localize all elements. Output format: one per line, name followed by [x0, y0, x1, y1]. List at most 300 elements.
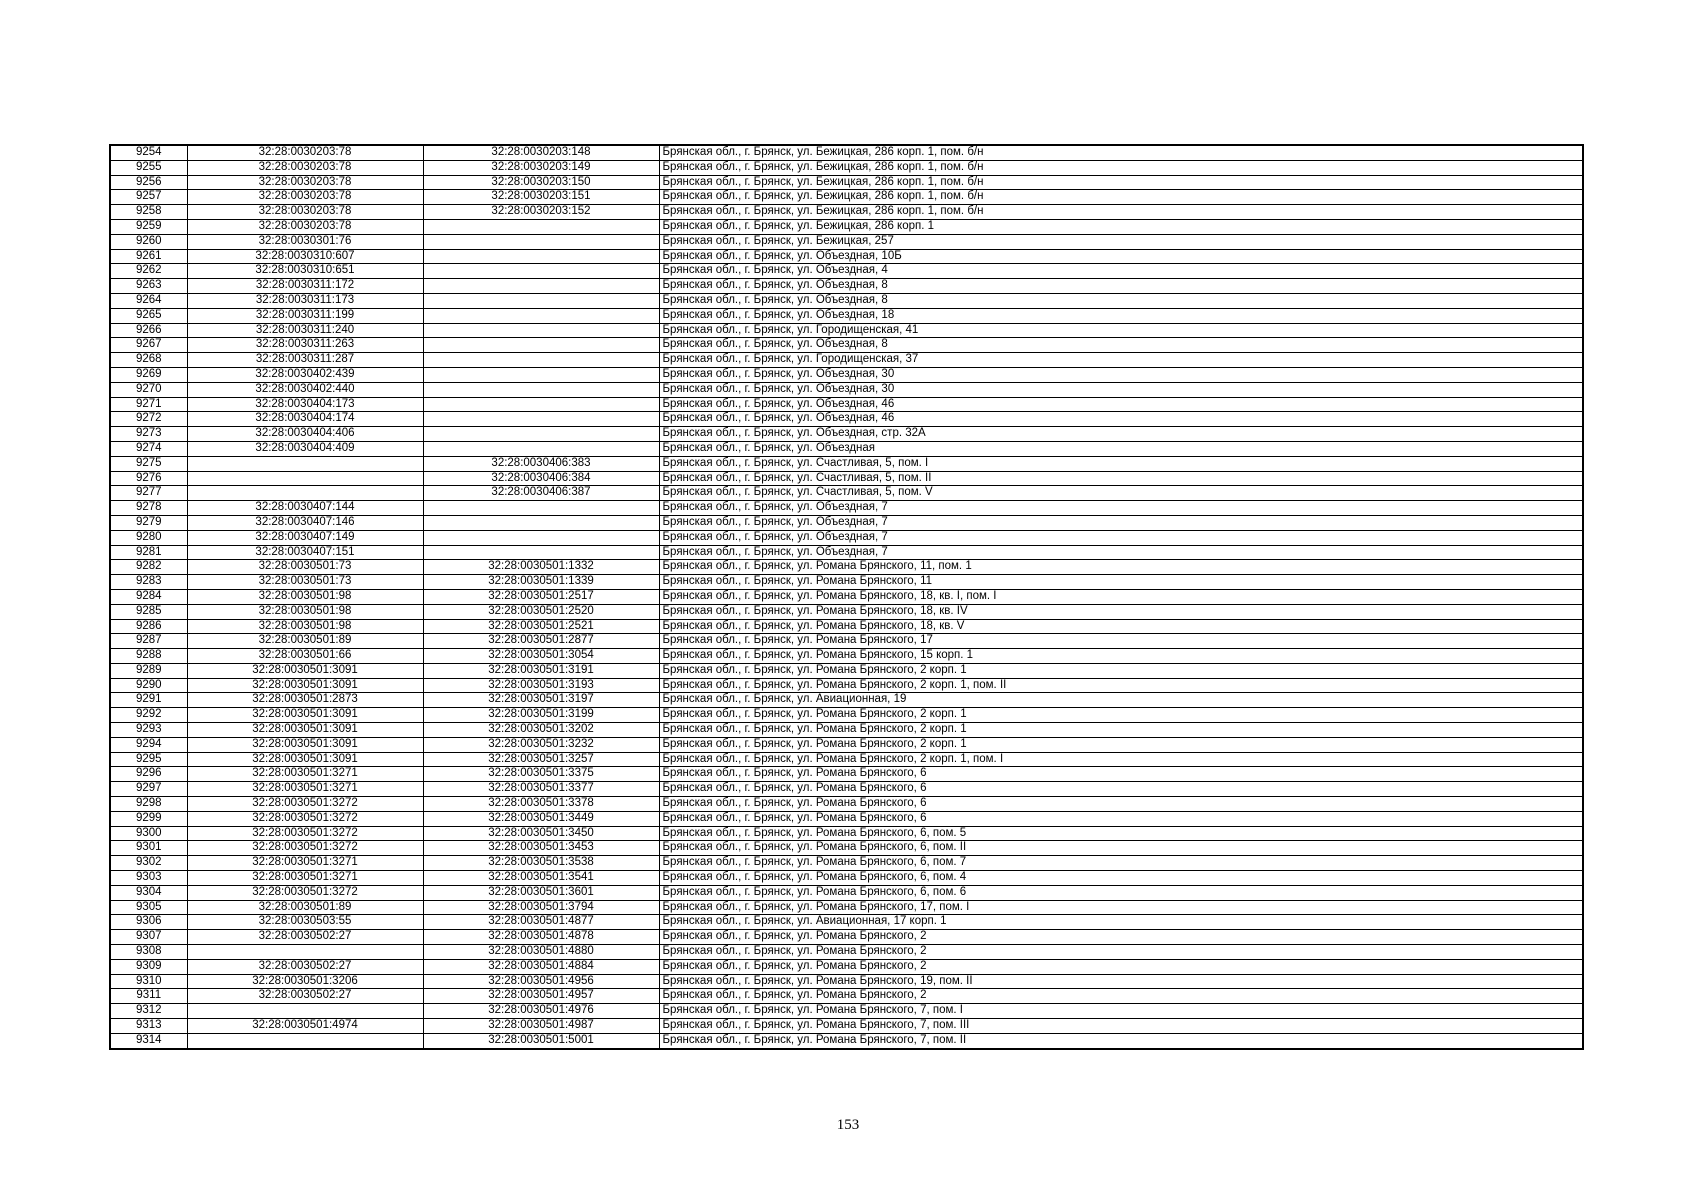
parcel-cadastral-number-cell: 32:28:0030311:263 — [187, 338, 423, 353]
address-cell: Брянская обл., г. Брянск, ул. Счастливая, 5, пом. I — [659, 456, 1583, 471]
table-row — [110, 441, 1583, 456]
row-number-cell: 9292 — [110, 708, 187, 723]
address-cell: Брянская обл., г. Брянск, ул. Бежицкая, 286 корп. 1, пом. б/н — [659, 190, 1583, 205]
table-row — [110, 560, 1583, 575]
address-cell: Брянская обл., г. Брянск, ул. Романа Брянского, 19, пом. II — [659, 974, 1583, 989]
object-cadastral-number-cell — [423, 338, 659, 353]
table-row — [110, 353, 1583, 368]
row-number-cell: 9301 — [110, 841, 187, 856]
address-cell: Брянская обл., г. Брянск, ул. Романа Брянского, 2 — [659, 959, 1583, 974]
address-cell: Брянская обл., г. Брянск, ул. Объездная, 46 — [659, 397, 1583, 412]
parcel-cadastral-number-cell: 32:28:0030502:27 — [187, 959, 423, 974]
table-row — [110, 219, 1583, 234]
parcel-cadastral-number-cell: 32:28:0030501:3271 — [187, 767, 423, 782]
table-row — [110, 915, 1583, 930]
parcel-cadastral-number-cell: 32:28:0030404:173 — [187, 397, 423, 412]
table-row — [110, 1019, 1583, 1034]
object-cadastral-number-cell — [423, 412, 659, 427]
address-cell: Брянская обл., г. Брянск, ул. Объездная, 30 — [659, 382, 1583, 397]
parcel-cadastral-number-cell — [187, 486, 423, 501]
object-cadastral-number-cell — [423, 293, 659, 308]
address-cell: Брянская обл., г. Брянск, ул. Объездная, 46 — [659, 412, 1583, 427]
object-cadastral-number-cell — [423, 382, 659, 397]
parcel-cadastral-number-cell: 32:28:0030203:78 — [187, 145, 423, 160]
table-row — [110, 382, 1583, 397]
object-cadastral-number-cell: 32:28:0030501:3197 — [423, 693, 659, 708]
table-row — [110, 589, 1583, 604]
page-number: 153 — [836, 1117, 860, 1133]
address-cell: Брянская обл., г. Брянск, ул. Романа Брянского, 18, кв. I, пом. I — [659, 589, 1583, 604]
object-cadastral-number-cell — [423, 323, 659, 338]
address-cell: Брянская обл., г. Брянск, ул. Объездная, 30 — [659, 367, 1583, 382]
parcel-cadastral-number-cell: 32:28:0030501:3272 — [187, 797, 423, 812]
row-number-cell: 9266 — [110, 323, 187, 338]
address-cell: Брянская обл., г. Брянск, ул. Романа Брянского, 6 — [659, 782, 1583, 797]
address-cell: Брянская обл., г. Брянск, ул. Объездная — [659, 441, 1583, 456]
address-cell: Брянская обл., г. Брянск, ул. Романа Брянского, 2 корп. 1 — [659, 708, 1583, 723]
table-row — [110, 486, 1583, 501]
parcel-cadastral-number-cell: 32:28:0030502:27 — [187, 989, 423, 1004]
address-cell: Брянская обл., г. Брянск, ул. Романа Брянского, 2 корп. 1, пом. II — [659, 678, 1583, 693]
table-row — [110, 871, 1583, 886]
parcel-cadastral-number-cell: 32:28:0030501:3271 — [187, 856, 423, 871]
table-row — [110, 782, 1583, 797]
table-row — [110, 501, 1583, 516]
parcel-cadastral-number-cell: 32:28:0030203:78 — [187, 219, 423, 234]
object-cadastral-number-cell: 32:28:0030501:2517 — [423, 589, 659, 604]
parcel-cadastral-number-cell: 32:28:0030501:3091 — [187, 723, 423, 738]
row-number-cell: 9281 — [110, 545, 187, 560]
parcel-cadastral-number-cell: 32:28:0030407:146 — [187, 515, 423, 530]
parcel-cadastral-number-cell: 32:28:0030404:174 — [187, 412, 423, 427]
object-cadastral-number-cell: 32:28:0030406:387 — [423, 486, 659, 501]
row-number-cell: 9293 — [110, 723, 187, 738]
object-cadastral-number-cell — [423, 219, 659, 234]
parcel-cadastral-number-cell — [187, 471, 423, 486]
table-row — [110, 234, 1583, 249]
row-number-cell: 9263 — [110, 279, 187, 294]
object-cadastral-number-cell: 32:28:0030501:3191 — [423, 663, 659, 678]
object-cadastral-number-cell: 32:28:0030501:1332 — [423, 560, 659, 575]
object-cadastral-number-cell: 32:28:0030501:3378 — [423, 797, 659, 812]
parcel-cadastral-number-cell: 32:28:0030311:173 — [187, 293, 423, 308]
row-number-cell: 9299 — [110, 811, 187, 826]
parcel-cadastral-number-cell: 32:28:0030501:3272 — [187, 811, 423, 826]
object-cadastral-number-cell: 32:28:0030501:4987 — [423, 1019, 659, 1034]
object-cadastral-number-cell — [423, 249, 659, 264]
object-cadastral-number-cell — [423, 234, 659, 249]
parcel-cadastral-number-cell: 32:28:0030310:607 — [187, 249, 423, 264]
parcel-cadastral-number-cell: 32:28:0030501:73 — [187, 560, 423, 575]
object-cadastral-number-cell: 32:28:0030501:3538 — [423, 856, 659, 871]
object-cadastral-number-cell — [423, 264, 659, 279]
object-cadastral-number-cell — [423, 530, 659, 545]
row-number-cell: 9269 — [110, 367, 187, 382]
object-cadastral-number-cell: 32:28:0030501:5001 — [423, 1033, 659, 1048]
table-row — [110, 190, 1583, 205]
parcel-cadastral-number-cell: 32:28:0030203:78 — [187, 190, 423, 205]
address-cell: Брянская обл., г. Брянск, ул. Романа Брянского, 11, пом. 1 — [659, 560, 1583, 575]
table-row — [110, 767, 1583, 782]
address-cell: Брянская обл., г. Брянск, ул. Объездная, 7 — [659, 545, 1583, 560]
object-cadastral-number-cell: 32:28:0030501:3257 — [423, 752, 659, 767]
table-row — [110, 575, 1583, 590]
row-number-cell: 9309 — [110, 959, 187, 974]
object-cadastral-number-cell: 32:28:0030501:3541 — [423, 871, 659, 886]
parcel-cadastral-number-cell: 32:28:0030310:651 — [187, 264, 423, 279]
address-cell: Брянская обл., г. Брянск, ул. Романа Брянского, 6, пом. 5 — [659, 826, 1583, 841]
row-number-cell: 9255 — [110, 160, 187, 175]
address-cell: Брянская обл., г. Брянск, ул. Романа Брянского, 11 — [659, 575, 1583, 590]
address-cell: Брянская обл., г. Брянск, ул. Романа Брянского, 2 — [659, 945, 1583, 960]
row-number-cell: 9304 — [110, 885, 187, 900]
object-cadastral-number-cell: 32:28:0030501:1339 — [423, 575, 659, 590]
object-cadastral-number-cell: 32:28:0030501:4877 — [423, 915, 659, 930]
address-cell: Брянская обл., г. Брянск, ул. Объездная, 8 — [659, 338, 1583, 353]
object-cadastral-number-cell — [423, 515, 659, 530]
object-cadastral-number-cell: 32:28:0030501:4956 — [423, 974, 659, 989]
address-cell: Брянская обл., г. Брянск, ул. Объездная, стр. 32А — [659, 427, 1583, 442]
table-row — [110, 811, 1583, 826]
table-row — [110, 145, 1583, 160]
parcel-cadastral-number-cell — [187, 456, 423, 471]
table-row — [110, 205, 1583, 220]
table-row — [110, 471, 1583, 486]
row-number-cell: 9313 — [110, 1019, 187, 1034]
row-number-cell: 9286 — [110, 619, 187, 634]
row-number-cell: 9303 — [110, 871, 187, 886]
object-cadastral-number-cell: 32:28:0030501:4976 — [423, 1004, 659, 1019]
parcel-cadastral-number-cell: 32:28:0030501:4974 — [187, 1019, 423, 1034]
object-cadastral-number-cell: 32:28:0030203:151 — [423, 190, 659, 205]
address-cell: Брянская обл., г. Брянск, ул. Романа Брянского, 6, пом. 6 — [659, 885, 1583, 900]
parcel-cadastral-number-cell — [187, 1033, 423, 1048]
parcel-cadastral-number-cell: 32:28:0030501:73 — [187, 575, 423, 590]
address-cell: Брянская обл., г. Брянск, ул. Авиационная, 17 корп. 1 — [659, 915, 1583, 930]
table-row — [110, 649, 1583, 664]
row-number-cell: 9258 — [110, 205, 187, 220]
object-cadastral-number-cell: 32:28:0030501:2521 — [423, 619, 659, 634]
address-cell: Брянская обл., г. Брянск, ул. Романа Брянского, 7, пом. II — [659, 1033, 1583, 1048]
object-cadastral-number-cell: 32:28:0030501:3453 — [423, 841, 659, 856]
row-number-cell: 9276 — [110, 471, 187, 486]
row-number-cell: 9268 — [110, 353, 187, 368]
row-number-cell: 9271 — [110, 397, 187, 412]
object-cadastral-number-cell: 32:28:0030406:383 — [423, 456, 659, 471]
object-cadastral-number-cell — [423, 501, 659, 516]
table-row — [110, 841, 1583, 856]
row-number-cell: 9298 — [110, 797, 187, 812]
object-cadastral-number-cell: 32:28:0030501:3232 — [423, 737, 659, 752]
table-row — [110, 515, 1583, 530]
table-row — [110, 930, 1583, 945]
address-cell: Брянская обл., г. Брянск, ул. Объездная, 8 — [659, 293, 1583, 308]
object-cadastral-number-cell — [423, 441, 659, 456]
parcel-cadastral-number-cell: 32:28:0030311:199 — [187, 308, 423, 323]
row-number-cell: 9283 — [110, 575, 187, 590]
address-cell: Брянская обл., г. Брянск, ул. Бежицкая, 257 — [659, 234, 1583, 249]
object-cadastral-number-cell: 32:28:0030203:152 — [423, 205, 659, 220]
row-number-cell: 9285 — [110, 604, 187, 619]
table-row — [110, 456, 1583, 471]
table-row — [110, 678, 1583, 693]
table-row — [110, 1033, 1583, 1048]
object-cadastral-number-cell: 32:28:0030501:4878 — [423, 930, 659, 945]
table-row — [110, 308, 1583, 323]
parcel-cadastral-number-cell: 32:28:0030501:2873 — [187, 693, 423, 708]
row-number-cell: 9288 — [110, 649, 187, 664]
address-cell: Брянская обл., г. Брянск, ул. Романа Брянского, 2 корп. 1 — [659, 723, 1583, 738]
address-cell: Брянская обл., г. Брянск, ул. Романа Брянского, 15 корп. 1 — [659, 649, 1583, 664]
row-number-cell: 9307 — [110, 930, 187, 945]
address-cell: Брянская обл., г. Брянск, ул. Бежицкая, 286 корп. 1, пом. б/н — [659, 160, 1583, 175]
row-number-cell: 9272 — [110, 412, 187, 427]
table-row — [110, 752, 1583, 767]
object-cadastral-number-cell: 32:28:0030501:3054 — [423, 649, 659, 664]
row-number-cell: 9300 — [110, 826, 187, 841]
row-number-cell: 9290 — [110, 678, 187, 693]
parcel-cadastral-number-cell: 32:28:0030407:149 — [187, 530, 423, 545]
object-cadastral-number-cell — [423, 353, 659, 368]
address-cell: Брянская обл., г. Брянск, ул. Романа Брянского, 17, пом. I — [659, 900, 1583, 915]
address-cell: Брянская обл., г. Брянск, ул. Объездная, 18 — [659, 308, 1583, 323]
address-cell: Брянская обл., г. Брянск, ул. Романа Брянского, 7, пом. I — [659, 1004, 1583, 1019]
table-row — [110, 619, 1583, 634]
table-row — [110, 989, 1583, 1004]
table-row — [110, 545, 1583, 560]
parcel-cadastral-number-cell: 32:28:0030407:151 — [187, 545, 423, 560]
row-number-cell: 9312 — [110, 1004, 187, 1019]
registry-table — [109, 144, 1584, 1050]
table-row — [110, 723, 1583, 738]
object-cadastral-number-cell: 32:28:0030501:3449 — [423, 811, 659, 826]
parcel-cadastral-number-cell: 32:28:0030501:3091 — [187, 737, 423, 752]
object-cadastral-number-cell: 32:28:0030501:3375 — [423, 767, 659, 782]
table-row — [110, 900, 1583, 915]
object-cadastral-number-cell: 32:28:0030501:4957 — [423, 989, 659, 1004]
row-number-cell: 9294 — [110, 737, 187, 752]
row-number-cell: 9270 — [110, 382, 187, 397]
row-number-cell: 9311 — [110, 989, 187, 1004]
row-number-cell: 9278 — [110, 501, 187, 516]
table-row — [110, 160, 1583, 175]
parcel-cadastral-number-cell: 32:28:0030501:98 — [187, 604, 423, 619]
address-cell: Брянская обл., г. Брянск, ул. Городищенская, 41 — [659, 323, 1583, 338]
address-cell: Брянская обл., г. Брянск, ул. Счастливая, 5, пом. II — [659, 471, 1583, 486]
row-number-cell: 9306 — [110, 915, 187, 930]
parcel-cadastral-number-cell: 32:28:0030404:406 — [187, 427, 423, 442]
parcel-cadastral-number-cell: 32:28:0030501:3271 — [187, 871, 423, 886]
row-number-cell: 9264 — [110, 293, 187, 308]
table-row — [110, 530, 1583, 545]
address-cell: Брянская обл., г. Брянск, ул. Романа Брянского, 6, пом. 7 — [659, 856, 1583, 871]
address-cell: Брянская обл., г. Брянск, ул. Объездная, 7 — [659, 515, 1583, 530]
parcel-cadastral-number-cell: 32:28:0030501:89 — [187, 634, 423, 649]
address-cell: Брянская обл., г. Брянск, ул. Счастливая, 5, пом. V — [659, 486, 1583, 501]
row-number-cell: 9254 — [110, 145, 187, 160]
address-cell: Брянская обл., г. Брянск, ул. Романа Брянского, 7, пом. III — [659, 1019, 1583, 1034]
object-cadastral-number-cell: 32:28:0030501:2877 — [423, 634, 659, 649]
address-cell: Брянская обл., г. Брянск, ул. Объездная, 10Б — [659, 249, 1583, 264]
parcel-cadastral-number-cell: 32:28:0030501:3271 — [187, 782, 423, 797]
address-cell: Брянская обл., г. Брянск, ул. Романа Брянского, 6 — [659, 797, 1583, 812]
parcel-cadastral-number-cell: 32:28:0030501:3091 — [187, 752, 423, 767]
parcel-cadastral-number-cell: 32:28:0030311:240 — [187, 323, 423, 338]
parcel-cadastral-number-cell — [187, 1004, 423, 1019]
row-number-cell: 9282 — [110, 560, 187, 575]
object-cadastral-number-cell — [423, 367, 659, 382]
table-row — [110, 604, 1583, 619]
row-number-cell: 9314 — [110, 1033, 187, 1048]
object-cadastral-number-cell — [423, 427, 659, 442]
parcel-cadastral-number-cell: 32:28:0030501:66 — [187, 649, 423, 664]
address-cell: Брянская обл., г. Брянск, ул. Бежицкая, 286 корп. 1 — [659, 219, 1583, 234]
table-row — [110, 367, 1583, 382]
table-row — [110, 663, 1583, 678]
parcel-cadastral-number-cell: 32:28:0030203:78 — [187, 205, 423, 220]
table-row — [110, 293, 1583, 308]
parcel-cadastral-number-cell: 32:28:0030407:144 — [187, 501, 423, 516]
table-row — [110, 826, 1583, 841]
row-number-cell: 9277 — [110, 486, 187, 501]
address-cell: Брянская обл., г. Брянск, ул. Романа Брянского, 18, кв. IV — [659, 604, 1583, 619]
parcel-cadastral-number-cell: 32:28:0030501:3091 — [187, 708, 423, 723]
table-row — [110, 323, 1583, 338]
parcel-cadastral-number-cell: 32:28:0030203:78 — [187, 175, 423, 190]
parcel-cadastral-number-cell: 32:28:0030311:172 — [187, 279, 423, 294]
table-row — [110, 279, 1583, 294]
table-row — [110, 397, 1583, 412]
table-row — [110, 175, 1583, 190]
address-cell: Брянская обл., г. Брянск, ул. Романа Брянского, 2 — [659, 989, 1583, 1004]
address-cell: Брянская обл., г. Брянск, ул. Романа Брянского, 6 — [659, 811, 1583, 826]
table-row — [110, 634, 1583, 649]
row-number-cell: 9296 — [110, 767, 187, 782]
parcel-cadastral-number-cell: 32:28:0030402:439 — [187, 367, 423, 382]
object-cadastral-number-cell: 32:28:0030501:3193 — [423, 678, 659, 693]
row-number-cell: 9295 — [110, 752, 187, 767]
row-number-cell: 9260 — [110, 234, 187, 249]
table-row — [110, 427, 1583, 442]
object-cadastral-number-cell: 32:28:0030501:3377 — [423, 782, 659, 797]
row-number-cell: 9284 — [110, 589, 187, 604]
row-number-cell: 9259 — [110, 219, 187, 234]
address-cell: Брянская обл., г. Брянск, ул. Городищенская, 37 — [659, 353, 1583, 368]
row-number-cell: 9289 — [110, 663, 187, 678]
table-row — [110, 797, 1583, 812]
parcel-cadastral-number-cell: 32:28:0030301:76 — [187, 234, 423, 249]
table-row — [110, 693, 1583, 708]
address-cell: Брянская обл., г. Брянск, ул. Бежицкая, 286 корп. 1, пом. б/н — [659, 145, 1583, 160]
row-number-cell: 9275 — [110, 456, 187, 471]
row-number-cell: 9287 — [110, 634, 187, 649]
object-cadastral-number-cell: 32:28:0030501:2520 — [423, 604, 659, 619]
row-number-cell: 9308 — [110, 945, 187, 960]
row-number-cell: 9310 — [110, 974, 187, 989]
parcel-cadastral-number-cell: 32:28:0030501:3272 — [187, 885, 423, 900]
table-row — [110, 856, 1583, 871]
object-cadastral-number-cell: 32:28:0030501:3202 — [423, 723, 659, 738]
address-cell: Брянская обл., г. Брянск, ул. Бежицкая, 286 корп. 1, пом. б/н — [659, 175, 1583, 190]
row-number-cell: 9280 — [110, 530, 187, 545]
parcel-cadastral-number-cell: 32:28:0030501:3091 — [187, 678, 423, 693]
parcel-cadastral-number-cell — [187, 945, 423, 960]
row-number-cell: 9273 — [110, 427, 187, 442]
address-cell: Брянская обл., г. Брянск, ул. Объездная, 4 — [659, 264, 1583, 279]
table-row — [110, 708, 1583, 723]
table-row — [110, 264, 1583, 279]
row-number-cell: 9257 — [110, 190, 187, 205]
address-cell: Брянская обл., г. Брянск, ул. Романа Брянского, 2 корп. 1 — [659, 737, 1583, 752]
object-cadastral-number-cell — [423, 308, 659, 323]
row-number-cell: 9274 — [110, 441, 187, 456]
row-number-cell: 9279 — [110, 515, 187, 530]
object-cadastral-number-cell — [423, 279, 659, 294]
address-cell: Брянская обл., г. Брянск, ул. Романа Брянского, 6, пом. II — [659, 841, 1583, 856]
row-number-cell: 9261 — [110, 249, 187, 264]
row-number-cell: 9265 — [110, 308, 187, 323]
parcel-cadastral-number-cell: 32:28:0030311:287 — [187, 353, 423, 368]
address-cell: Брянская обл., г. Брянск, ул. Романа Брянского, 2 корп. 1, пом. I — [659, 752, 1583, 767]
table-row — [110, 1004, 1583, 1019]
parcel-cadastral-number-cell: 32:28:0030402:440 — [187, 382, 423, 397]
object-cadastral-number-cell: 32:28:0030501:3794 — [423, 900, 659, 915]
object-cadastral-number-cell — [423, 397, 659, 412]
object-cadastral-number-cell: 32:28:0030501:3450 — [423, 826, 659, 841]
address-cell: Брянская обл., г. Брянск, ул. Объездная, 7 — [659, 530, 1583, 545]
row-number-cell: 9291 — [110, 693, 187, 708]
row-number-cell: 9305 — [110, 900, 187, 915]
object-cadastral-number-cell: 32:28:0030501:3199 — [423, 708, 659, 723]
row-number-cell: 9302 — [110, 856, 187, 871]
parcel-cadastral-number-cell: 32:28:0030501:3091 — [187, 663, 423, 678]
table-row — [110, 412, 1583, 427]
address-cell: Брянская обл., г. Брянск, ул. Бежицкая, 286 корп. 1, пом. б/н — [659, 205, 1583, 220]
registry-table-body — [110, 145, 1583, 1049]
parcel-cadastral-number-cell: 32:28:0030501:98 — [187, 619, 423, 634]
address-cell: Брянская обл., г. Брянск, ул. Романа Брянского, 2 — [659, 930, 1583, 945]
address-cell: Брянская обл., г. Брянск, ул. Романа Брянского, 17 — [659, 634, 1583, 649]
row-number-cell: 9297 — [110, 782, 187, 797]
address-cell: Брянская обл., г. Брянск, ул. Объездная, 8 — [659, 279, 1583, 294]
parcel-cadastral-number-cell: 32:28:0030502:27 — [187, 930, 423, 945]
object-cadastral-number-cell: 32:28:0030501:3601 — [423, 885, 659, 900]
row-number-cell: 9256 — [110, 175, 187, 190]
object-cadastral-number-cell: 32:28:0030203:149 — [423, 160, 659, 175]
address-cell: Брянская обл., г. Брянск, ул. Объездная, 7 — [659, 501, 1583, 516]
parcel-cadastral-number-cell: 32:28:0030501:3272 — [187, 841, 423, 856]
table-row — [110, 959, 1583, 974]
object-cadastral-number-cell: 32:28:0030203:150 — [423, 175, 659, 190]
parcel-cadastral-number-cell: 32:28:0030501:3206 — [187, 974, 423, 989]
address-cell: Брянская обл., г. Брянск, ул. Романа Брянского, 2 корп. 1 — [659, 663, 1583, 678]
address-cell: Брянская обл., г. Брянск, ул. Романа Брянского, 6 — [659, 767, 1583, 782]
object-cadastral-number-cell: 32:28:0030501:4884 — [423, 959, 659, 974]
address-cell: Брянская обл., г. Брянск, ул. Романа Брянского, 18, кв. V — [659, 619, 1583, 634]
parcel-cadastral-number-cell: 32:28:0030404:409 — [187, 441, 423, 456]
row-number-cell: 9267 — [110, 338, 187, 353]
table-row — [110, 249, 1583, 264]
table-row — [110, 737, 1583, 752]
object-cadastral-number-cell — [423, 545, 659, 560]
parcel-cadastral-number-cell: 32:28:0030203:78 — [187, 160, 423, 175]
address-cell: Брянская обл., г. Брянск, ул. Романа Брянского, 6, пом. 4 — [659, 871, 1583, 886]
object-cadastral-number-cell: 32:28:0030501:4880 — [423, 945, 659, 960]
table-row — [110, 974, 1583, 989]
table-row — [110, 338, 1583, 353]
parcel-cadastral-number-cell: 32:28:0030501:98 — [187, 589, 423, 604]
parcel-cadastral-number-cell: 32:28:0030503:55 — [187, 915, 423, 930]
